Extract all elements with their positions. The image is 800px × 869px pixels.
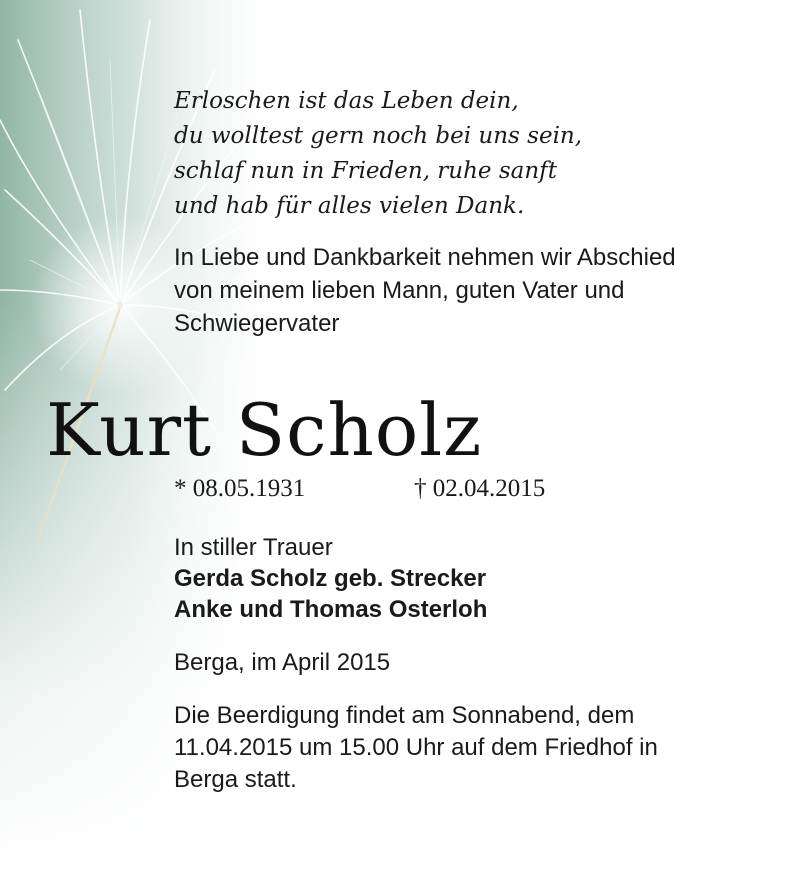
- mourner-name: Anke und Thomas Osterloh: [174, 596, 488, 623]
- intro-line: Schwiegervater: [174, 310, 340, 337]
- memorial-poem: [174, 84, 582, 224]
- death-date: † 02.04.2015: [414, 475, 546, 502]
- deceased-name: Kurt Scholz: [46, 388, 483, 472]
- poem-line: und hab für alles vielen Dank.: [174, 193, 525, 219]
- funeral-line: 11.04.2015 um 15.00 Uhr auf dem Friedhof in: [174, 734, 658, 761]
- poem-line: schlaf nun in Frieden, ruhe sanft: [174, 158, 557, 184]
- poem-line: Erloschen ist das Leben dein,: [174, 88, 519, 114]
- funeral-line: Die Beerdigung findet am Sonnabend, dem: [174, 702, 635, 729]
- mourning-block: [174, 532, 487, 625]
- farewell-intro: [174, 241, 784, 340]
- poem-line: du wolltest gern noch bei uns sein,: [174, 123, 583, 149]
- mourner-name: Gerda Scholz geb. Strecker: [174, 565, 487, 592]
- birth-date: * 08.05.1931: [174, 475, 306, 502]
- funeral-line: Berga statt.: [174, 766, 297, 793]
- place-date: Berga, im April 2015: [174, 649, 391, 676]
- mourning-heading: In stiller Trauer: [174, 534, 333, 561]
- intro-line: In Liebe und Dankbarkeit nehmen wir Abschied: [174, 244, 676, 271]
- intro-line: von meinem lieben Mann, guten Vater und: [174, 277, 625, 304]
- funeral-info: [174, 700, 784, 796]
